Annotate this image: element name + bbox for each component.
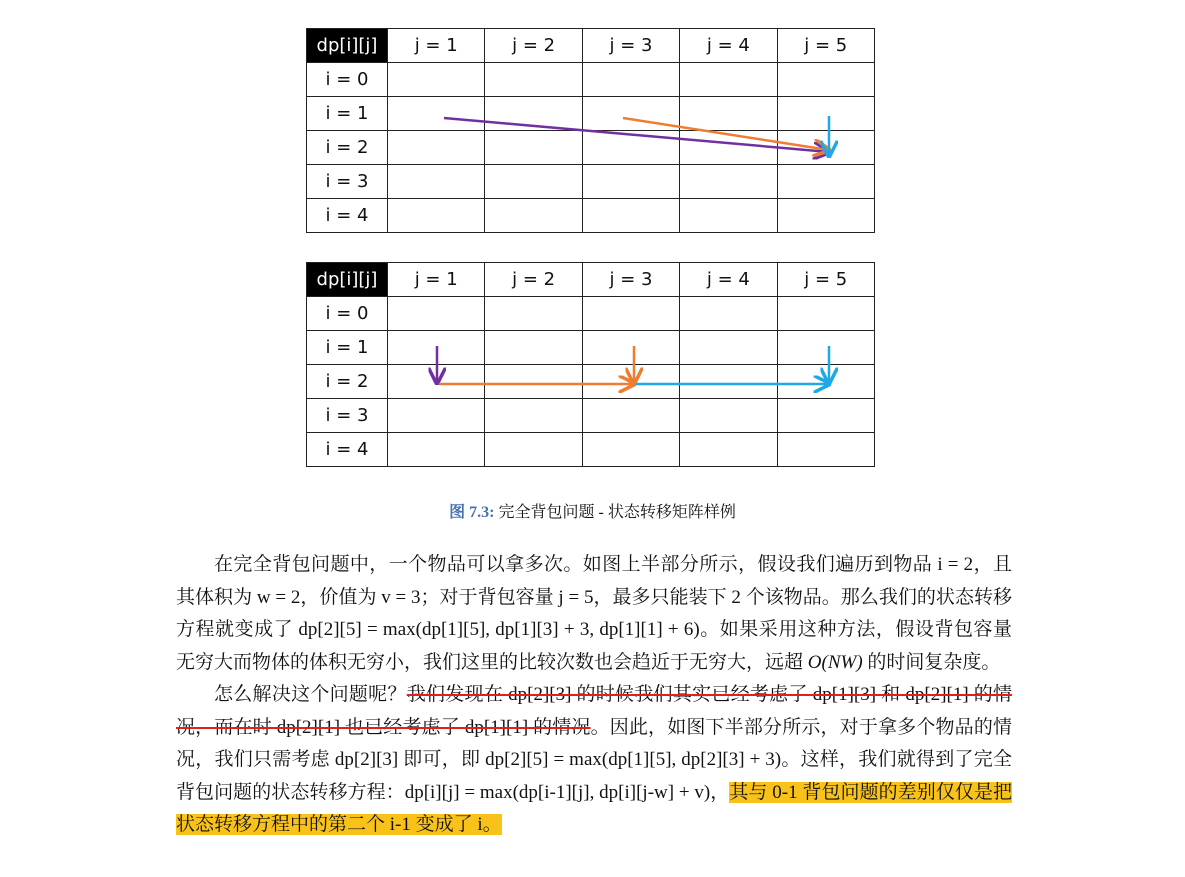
paragraph-2-middle: 。因此，如图下半部分所示，对于拿多个物品的情况，我们只需考虑 dp[2][3] 即可，即 dp[2][5] = max(dp[1][5], dp[2][3] + 3)。这样，我们就得到了完全背包问题的状态转移方程：dp[i][j] = max(dp[i-1][j], dp[i][j-w] + v)， [176,716,1012,803]
corner-cell: dp[i][j] [307,263,388,297]
paragraph-2 [176,679,1012,842]
paragraph-1-text: 在完全背包问题中，一个物品可以拿多次。如图上半部分所示，假设我们遍历到物品 i = 2，且其体积为 w = 2，价值为 v = 3；对于背包容量 j = 5，最多只能装下 2 个该物品。那么我们的状态转移方程就变成了 dp[2][5] = max(dp[1][5], dp[1][3] + 3, dp[1][1] + 6)。如果采用这种方法，假设背包容量无穷大而物体的体积无穷小，我们这里的比较次数也会趋近于无穷大，远超 [176,554,1012,673]
col-header: j = 2 [485,29,582,63]
row-header: i = 2 [307,131,388,165]
col-header: j = 1 [388,263,485,297]
col-header: j = 2 [485,263,582,297]
body-text [176,549,1012,842]
complexity-math: O(NW) [807,651,863,673]
struck-text: 我们发现在 dp[2][3] 的时候我们其实已经考虑了 dp[1][3] 和 dp[2][1] 的情况，而在时 dp[2][1] 也已经考虑了 dp[1][1] 的情况 [176,684,1012,738]
row-header: i = 0 [307,63,388,97]
highlighted-text: 其与 0-1 背包问题的差别仅仅是把状态转移方程中的第二个 i-1 变成了 i。 [176,781,1013,835]
figure-caption-text: 完全背包问题 - 状态转移矩阵样例 [494,504,736,521]
col-header: j = 4 [680,29,777,63]
orange-arrow-top [623,118,829,150]
row-header: i = 3 [307,399,388,433]
paragraph-2-start: 怎么解决这个问题呢？ [214,684,407,705]
row-header: i = 0 [307,297,388,331]
row-header: i = 2 [307,365,388,399]
col-header: j = 3 [582,263,679,297]
figure-caption [0,499,1185,522]
col-header: j = 1 [388,29,485,63]
col-header: j = 5 [777,29,874,63]
purple-arrow-top [444,118,829,152]
corner-cell: dp[i][j] [307,29,388,63]
row-header: i = 1 [307,331,388,365]
figure-number: 图 7.3: [449,504,495,521]
row-header: i = 3 [307,165,388,199]
col-header: j = 5 [777,263,874,297]
row-header: i = 4 [307,199,388,233]
col-header: j = 4 [680,263,777,297]
row-header: i = 4 [307,433,388,467]
paragraph-1-end: 的时间复杂度。 [862,651,1001,673]
row-header: i = 1 [307,97,388,131]
col-header: j = 3 [582,29,679,63]
paragraph-1 [176,549,1012,679]
